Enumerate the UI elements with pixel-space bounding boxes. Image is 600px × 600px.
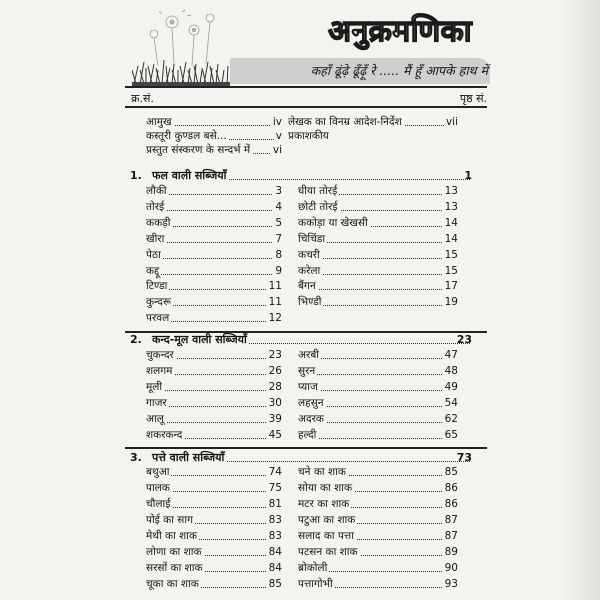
entry-label: तोरई — [146, 200, 165, 213]
entry-label: सलाद का पत्ता — [298, 530, 354, 542]
entry-page: 4 — [275, 200, 282, 213]
entry-page: 49 — [444, 381, 458, 393]
entry-page: 75 — [268, 482, 282, 494]
section-heading[interactable] — [130, 169, 470, 183]
toc-entry[interactable] — [146, 380, 282, 394]
toc-entry[interactable] — [146, 561, 282, 575]
entry-label: शकरकन्द — [146, 429, 183, 441]
toc-entry[interactable] — [146, 279, 282, 293]
entry-page: 28 — [268, 381, 282, 393]
section-heading[interactable] — [130, 333, 470, 347]
toc-entry[interactable] — [146, 200, 282, 214]
toc-entry[interactable] — [146, 412, 282, 426]
toc-entry[interactable] — [146, 497, 282, 511]
toc-entry[interactable] — [298, 497, 458, 511]
toc-entry[interactable] — [298, 248, 458, 262]
entry-label: करेला — [298, 264, 321, 277]
entry-label: पत्तागोभी — [298, 578, 333, 590]
front-matter-entry[interactable] — [146, 129, 282, 143]
toc-entry[interactable] — [146, 295, 282, 309]
entry-page: 26 — [268, 365, 282, 377]
entry-page: 93 — [444, 578, 458, 590]
entry-page: 47 — [444, 349, 458, 361]
front-matter-entry[interactable] — [146, 143, 282, 157]
entry-label: घीया तोरई — [298, 185, 338, 197]
toc-entry[interactable] — [298, 513, 458, 527]
toc-entry[interactable] — [146, 364, 282, 378]
toc-entry[interactable] — [298, 428, 458, 442]
entry-page: 19 — [444, 296, 458, 309]
toc-entry[interactable] — [146, 248, 282, 262]
entry-label: चौलाई — [146, 498, 171, 510]
entry-label: कचरी — [298, 248, 320, 261]
toc-entry[interactable] — [298, 481, 458, 495]
entry-label: चूका का शाक — [146, 578, 199, 590]
entry-label: ककड़ी — [146, 216, 171, 229]
toc-entry[interactable] — [298, 184, 458, 198]
front-matter-entry[interactable] — [288, 129, 458, 143]
entry-label: परवल — [146, 312, 170, 325]
column-header-serial: क्र.सं. — [131, 92, 154, 105]
entry-label: सोया का शाक — [298, 482, 353, 494]
entry-page: 39 — [268, 413, 282, 425]
entry-page: 7 — [275, 232, 282, 245]
entry-page: 65 — [444, 429, 458, 441]
entry-label: मूली — [146, 381, 163, 393]
entry-page: 62 — [444, 413, 458, 425]
section-rule — [125, 447, 487, 449]
section-page: 23 — [456, 333, 472, 346]
entry-page: 81 — [268, 498, 282, 510]
section-heading[interactable] — [130, 451, 470, 465]
entry-page: 54 — [444, 397, 458, 409]
entry-label: बथुआ — [146, 466, 170, 478]
entry-page: 12 — [268, 312, 282, 325]
entry-label: लहसुन — [298, 397, 324, 409]
entry-page: vi — [272, 144, 282, 156]
entry-label: चने का शाक — [298, 466, 346, 478]
toc-entry[interactable] — [298, 295, 458, 309]
entry-page: 86 — [444, 498, 458, 510]
entry-label: टिण्डा — [146, 280, 168, 293]
entry-label: अदरक — [298, 413, 324, 425]
section-page: 1 — [464, 169, 472, 182]
toc-entry[interactable] — [146, 428, 282, 442]
entry-label: पालक — [146, 482, 170, 494]
entry-page: 5 — [275, 216, 282, 229]
entry-label: सुरन — [298, 365, 316, 377]
entry-page: 45 — [268, 429, 282, 441]
entry-label: भिण्डी — [298, 296, 322, 309]
entry-page: 15 — [444, 264, 458, 277]
entry-page: 86 — [444, 482, 458, 494]
entry-label: हल्दी — [298, 429, 317, 441]
entry-label: गाजर — [146, 397, 167, 409]
entry-page: 85 — [444, 466, 458, 478]
entry-page: 85 — [268, 578, 282, 590]
entry-label: लेखक का विनम्र आदेश-निर्देश — [288, 116, 402, 128]
header-rule — [125, 106, 487, 108]
section-number: 1. — [130, 169, 142, 182]
entry-label: कद्दू — [146, 264, 160, 277]
toc-entry[interactable] — [298, 216, 458, 230]
entry-label: अरबी — [298, 349, 320, 361]
entry-page: vii — [445, 116, 458, 128]
front-matter-entry[interactable] — [288, 115, 458, 129]
toc-entry[interactable] — [298, 279, 458, 293]
toc-entry[interactable] — [298, 380, 458, 394]
entry-page: 11 — [268, 296, 282, 309]
entry-page: 23 — [268, 349, 282, 361]
entry-label: पेठा — [146, 248, 161, 261]
column-header-page: पृष्ठ सं. — [459, 92, 487, 105]
entry-label: खीरा — [146, 232, 165, 245]
entry-label: चिचिंडा — [298, 232, 326, 245]
entry-page: 13 — [444, 185, 458, 197]
toc-entry[interactable] — [146, 311, 282, 325]
entry-page: 90 — [444, 562, 458, 574]
toc-entry[interactable] — [298, 348, 458, 362]
entry-label: कुन्दरू — [146, 296, 172, 309]
entry-label: ककोड़ा या खेखसी — [298, 216, 368, 229]
section-page: 73 — [456, 451, 472, 464]
toc-entry[interactable] — [146, 348, 282, 362]
toc-entry[interactable] — [298, 232, 458, 246]
section-number: 2. — [130, 333, 142, 346]
entry-label: प्याज — [298, 381, 318, 393]
page-subtitle: कहाँ ढूंढ़े ढूँढ़ूँ रे ..... मैं हूँ आपके हाथ में — [310, 63, 488, 78]
toc-entry[interactable] — [298, 577, 458, 591]
section-title: पत्ते वाली सब्जियाँ — [152, 451, 225, 464]
toc-entry[interactable] — [146, 396, 282, 410]
entry-page: 87 — [444, 530, 458, 542]
toc-entry[interactable] — [298, 545, 458, 559]
entry-label: मटर का शाक — [298, 498, 350, 510]
entry-page: 74 — [268, 466, 282, 478]
scan-shadow — [560, 0, 600, 600]
entry-label: पोई का साग — [146, 514, 194, 526]
toc-entry[interactable] — [146, 465, 282, 479]
entry-page: 15 — [444, 248, 458, 261]
entry-label: पटसन का शाक — [298, 546, 358, 558]
toc-entry[interactable] — [298, 412, 458, 426]
toc-entry[interactable] — [298, 200, 458, 214]
entry-label: पटुआ का शाक — [298, 514, 356, 526]
toc-entry[interactable] — [146, 232, 282, 246]
grass-flowers-illustration — [132, 4, 230, 86]
entry-page: 13 — [444, 200, 458, 213]
entry-page: 83 — [268, 514, 282, 526]
toc-entry[interactable] — [146, 216, 282, 230]
toc-entry[interactable] — [298, 465, 458, 479]
entry-page: 14 — [444, 216, 458, 229]
entry-page: v — [275, 130, 282, 142]
entry-page: 83 — [268, 530, 282, 542]
toc-entry[interactable] — [146, 545, 282, 559]
toc-entry[interactable] — [146, 513, 282, 527]
entry-page: 14 — [444, 232, 458, 245]
section-number: 3. — [130, 451, 142, 464]
entry-label: शलगम — [146, 365, 173, 377]
entry-label: छोटी तोरई — [298, 200, 338, 213]
entry-page: 30 — [268, 397, 282, 409]
entry-label: कस्तूरी कुण्डल बसे... — [146, 130, 227, 142]
front-matter-entry[interactable] — [146, 115, 282, 129]
entry-page: 89 — [444, 546, 458, 558]
entry-label: बैंगन — [298, 280, 316, 293]
entry-label: लौकी — [146, 185, 167, 197]
entry-page: 17 — [444, 280, 458, 293]
entry-label: मेथी का शाक — [146, 530, 198, 542]
entry-label: चुकन्दर — [146, 349, 174, 361]
entry-label: प्रस्तुत संस्करण के सन्दर्भ में — [146, 144, 251, 156]
header-rule — [125, 86, 487, 88]
entry-label: लोणा का शाक — [146, 546, 202, 558]
entry-page: 9 — [275, 264, 282, 277]
entry-page: 3 — [275, 185, 282, 197]
toc-entry[interactable] — [146, 264, 282, 278]
toc-entry[interactable] — [146, 481, 282, 495]
entry-label: आलू — [146, 413, 164, 425]
toc-entry[interactable] — [298, 396, 458, 410]
page-title: अनुक्रमणिका — [328, 14, 472, 49]
toc-entry[interactable] — [146, 184, 282, 198]
entry-label: आमुख — [146, 116, 172, 128]
entry-label: ब्रोकोली — [298, 562, 328, 574]
toc-entry[interactable] — [146, 577, 282, 591]
entry-page: 84 — [268, 562, 282, 574]
toc-entry[interactable] — [298, 264, 458, 278]
toc-entry[interactable] — [298, 561, 458, 575]
section-title: कन्द-मूल वाली सब्जियाँ — [152, 333, 247, 346]
toc-entry[interactable] — [146, 529, 282, 543]
entry-page: 11 — [268, 280, 282, 293]
toc-entry[interactable] — [298, 529, 458, 543]
entry-page: 48 — [444, 365, 458, 377]
section-title: फल वाली सब्जियाँ — [152, 169, 227, 182]
entry-page: iv — [272, 116, 282, 128]
toc-entry[interactable] — [298, 364, 458, 378]
entry-label: प्रकाशकीय — [288, 130, 329, 142]
entry-page: 87 — [444, 514, 458, 526]
entry-page: 84 — [268, 546, 282, 558]
entry-label: सरसों का शाक — [146, 562, 203, 574]
entry-page: 8 — [275, 248, 282, 261]
